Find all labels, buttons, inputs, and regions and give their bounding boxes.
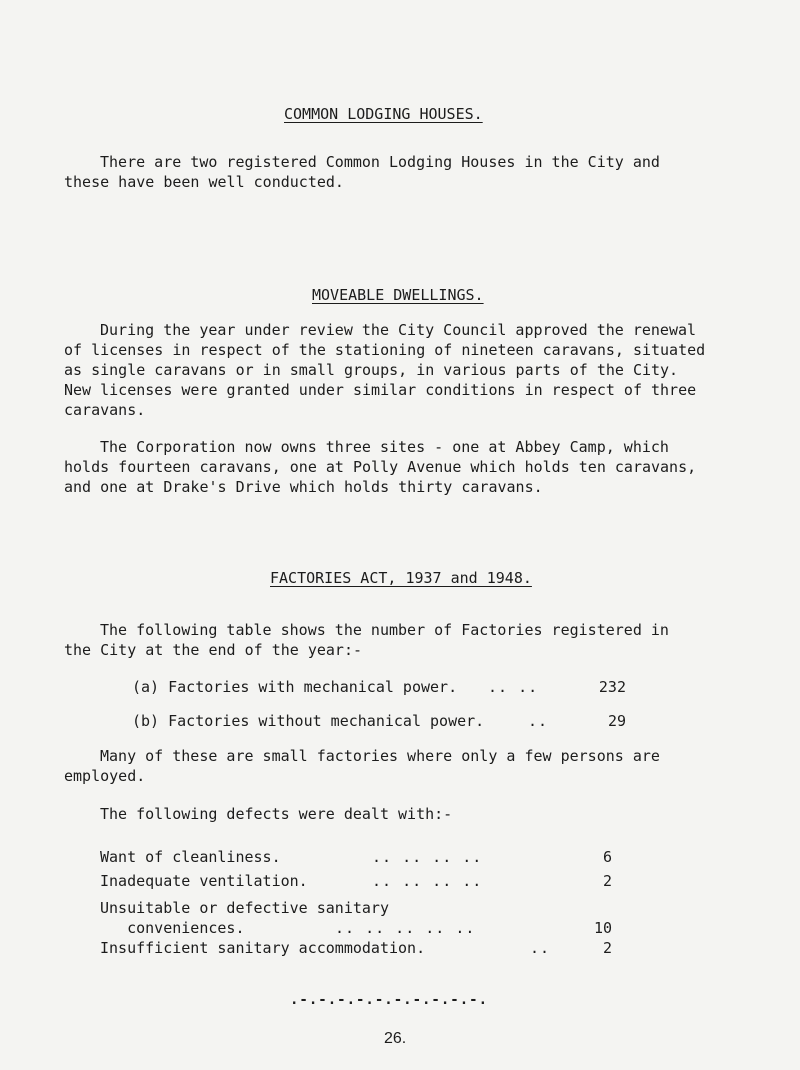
moveable-para1-line1: During the year under review the City Council approved the renewal [100, 321, 697, 339]
factories-many-line1: Many of these are small factories where only a few persons are [100, 747, 660, 765]
common-lodging-heading: COMMON LODGING HOUSES. [284, 105, 483, 123]
defects-intro: The following defects were dealt with:- [100, 805, 453, 823]
moveable-para1-line2: of licenses in respect of the stationing of nineteen caravans, situated [64, 341, 706, 359]
defect-leader: .. [530, 939, 551, 957]
defect-label: conveniences. [100, 919, 245, 937]
page-number: 26. [384, 1030, 407, 1047]
defect-leader: .. .. .. .. [372, 848, 483, 866]
moveable-dwellings-heading: MOVEABLE DWELLINGS. [312, 286, 484, 304]
common-lodging-text-line1: There are two registered Common Lodging Houses in the City and [100, 153, 660, 171]
section-divider: .-.-.-.-.-.-.-.-.-.-. [290, 992, 489, 1008]
moveable-para2-line2: holds fourteen caravans, one at Polly Avenue which holds ten caravans, [64, 458, 697, 476]
common-lodging-text-line2: these have been well conducted. [64, 173, 344, 191]
factories-many-line2: employed. [64, 767, 146, 785]
defect-label: Want of cleanliness. [100, 848, 281, 866]
defect-value: 10 [593, 919, 612, 937]
defect-label: Insufficient sanitary accommodation. [100, 939, 426, 957]
defect-value: 6 [602, 848, 612, 866]
moveable-para2-line1: The Corporation now owns three sites - one at Abbey Camp, which [100, 438, 669, 456]
defect-label: Unsuitable or defective sanitary [100, 899, 389, 917]
defect-label: Inadequate ventilation. [100, 872, 308, 890]
factories-intro-line2: the City at the end of the year:- [64, 641, 363, 659]
defect-leader: .. .. .. .. [372, 872, 483, 890]
factory-item-leader: .. .. [488, 678, 539, 696]
factory-item-label: (b) Factories without mechanical power. [132, 712, 485, 730]
moveable-para1-line5: caravans. [64, 401, 146, 419]
moveable-para1-line4: New licenses were granted under similar conditions in respect of three [64, 381, 697, 399]
defect-value: 2 [602, 872, 612, 890]
factory-item-value: 232 [598, 678, 626, 696]
moveable-para1-line3: as single caravans or in small groups, in various parts of the City. [64, 361, 679, 379]
defect-leader: .. .. .. .. .. [335, 919, 476, 937]
factory-item-value: 29 [607, 712, 626, 730]
factories-intro-line1: The following table shows the number of Factories registered in [100, 621, 669, 639]
factory-item-leader: .. [528, 712, 549, 730]
moveable-para2-line3: and one at Drake's Drive which holds thirty caravans. [64, 478, 543, 496]
factory-item-label: (a) Factories with mechanical power. [132, 678, 458, 696]
defect-value: 2 [602, 939, 612, 957]
factories-act-heading: FACTORIES ACT, 1937 and 1948. [270, 569, 532, 587]
